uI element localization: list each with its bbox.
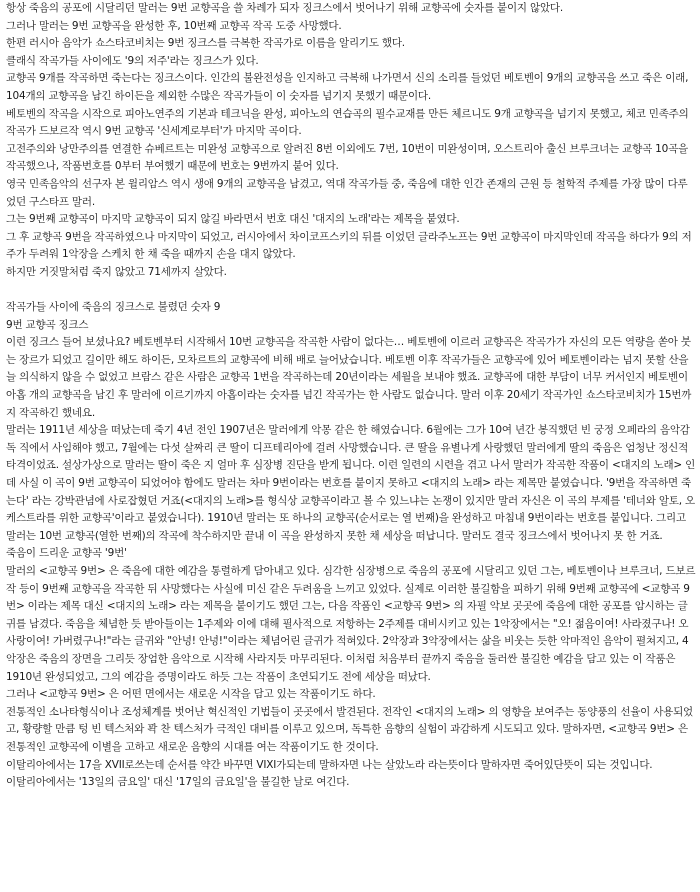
paragraph: 그는 9번째 교향곡이 마지막 교향곡이 되지 않길 바라면서 번호 대신 '대지의 노래'라는 제목을 붙였다.	[6, 213, 460, 226]
paragraph: 한편 러시아 음악가 쇼스타코비치는 9번 징크스를 극복한 작곡가로 이름을 알리기도 했다.	[6, 37, 405, 50]
section-subheading: 죽음이 드리운 교향곡 '9번'	[6, 547, 127, 560]
paragraph: 그 후 교향곡 9번을 작곡하였으나 마지막이 되었고, 러시아에서 차이코프스키의 뒤를 이었던 글라주노프는 9번 교향곡이 마지막인데 작곡을 하다가 9의 저주가 두려워 1악장을 스케치 한 채 죽을 때까지 손을 대지 않았다.	[6, 230, 692, 261]
paragraph: 전통적인 소나타형식이나 조성체계를 벗어난 혁신적인 기법들이 곳곳에서 발견된다. 전작인 <대지의 노래> 의 영향을 보여주는 동양풍의 선율이 사용되었고, 황량할 만큼 텅 빈 텍스처와 꽉 찬 텍스처가 극적인 대비를 이루고 있으며, 독특한 음향의 실험이 과감하게 시도되고 있다. 말하자면, <교향곡 9번> 은 전통적인 교향곡에 이별을 고하고 새로운 음향의 시대를 여는 작품이기도 한 것이다.	[6, 705, 693, 753]
blank-line	[6, 282, 696, 300]
paragraph: 영국 민족음악의 선구자 본 윌리암스 역시 생애 9개의 교향곡을 남겼고, 역대 작곡가들 중, 죽음에 대한 인간 존재의 근원 등 철학적 주제를 가장 많이 다루었던 구스타프 말러.	[6, 177, 688, 208]
paragraph: 말러의 <교향곡 9번> 은 죽음에 대한 예감을 통렬하게 담아내고 있다. 심각한 심장병으로 죽음의 공포에 시달리고 있던 그는, 베토벤이나 브루크너, 드보르작 등이 9번째 교향곡을 작곡한 뒤 사망했다는 사실에 미신 같은 두려움을 느끼고 있었다. 실제로 이러한 불길함을 피하기 위해 9번째 교향곡에 <교향곡 9번> 이라는 제목 대신 <대지의 노래> 라는 제목을 붙이기도 했던 그는, 다음 작품인 <교향곡 9번> 의 자필 악보 곳곳에 죽음에 대한 공포를 암시하는 글귀를 남겼다. 죽음을 체념한 듯 받아들이는 1주제와 이에 대해 필사적으로 저항하는 2주제를 대비시키고 있는 1악장에서는 "오! 젊음이여! 사라졌구나! 오 사랑이여! 가버렸구나!"라는 글귀와 "안녕! 안녕!"이라는 체념어린 글귀가 적혀있다. 2악장과 3악장에서는 삶을 비웃는 듯한 악마적인 음악이 펼쳐지고, 4악장은 죽음의 장면을 그리듯 장엄한 음악으로 시작해 사라지듯 마무리된다. 이처럼 처음부터 끝까지 죽음을 둘러싼 불길한 예감을 담고 있는 이 작품은 1910년 완성되었고, 그의 예감을 증명이라도 하듯 그는 작품이 초연되기도 전에 세상을 떠났다.	[6, 565, 696, 683]
paragraph: 이런 징크스 들어 보셨나요? 베토벤부터 시작해서 10번 교향곡을 작곡한 사람이 없다는… 베토벤에 이르러 교향곡은 작곡가가 자신의 모든 역량을 쏟아 붓는 장르가 되었고 길이만 해도 하이든, 모차르트의 교향곡에 비해 배로 늘어났습니다. 베토벤 이후 작곡가들은 교향곡에 있어 베토벤이라는 넘지 못할 산을 늘 의식하지 않을 수 없었고 브람스 같은 사람은 교향곡 1번을 작곡하는데 20년이라는 세월을 보내야 했죠. 교향곡에 대한 부담이 너무 커서인지 베토벤이 아홉 개의 교향곡을 남긴 후 말러에 이르기까지 아홉이라는 숫자를 넘긴 작곡가는 한 사람도 없습니다. 말러 이후 20세기 작곡가인 쇼스타코비치가 15번까지 작곡하긴 했네요.	[6, 336, 692, 419]
section-nine-curse-intro	[6, 0, 696, 282]
paragraph: 이탈리아에서는 17을 XVII로쓰는데 순서를 약간 바꾸면 VIXI가되는데 말하자면 나는 살았노라 라는뜻이다 말하자면 죽어있단뜻이 되는 것입니다.	[6, 758, 653, 771]
paragraph: 하지만 거짓말처럼 죽지 않았고 71세까지 살았다.	[6, 265, 227, 278]
paragraph: 말러는 1911년 세상을 떠났는데 죽기 4년 전인 1907년은 말러에게 악몽 같은 한 해였습니다. 6월에는 그가 10여 년간 봉직했던 빈 궁정 오페라의 음악감독 직에서 사임해야 했고, 7월에는 다섯 살짜리 큰 딸이 디프테리아에 걸려 사망했습니다. 큰 딸을 유별나게 사랑했던 말러에게 딸의 죽음은 엄청난 정신적 타격이었죠. 설상가상으로 말러는 딸이 죽은 지 얼마 후 심장병 진단을 받게 됩니다. 이런 일련의 시련을 겪고 나서 말러가 작곡한 작품이 <대지의 노래> 인데 사실 이 곡이 9번 교향곡이 되었어야 함에도 말러는 차마 9번이라는 번호를 붙이지 못하고 <대지의 노래> 라는 제목만 붙였습니다. '9번을 작곡하면 죽는다' 라는 강박관념에 사로잡혔던 거죠(<대지의 노래>를 형식상 교향곡이라고 볼 수 있느냐는 논쟁이 있지만 말러 자신은 이 곡의 부제를 '테너와 알토, 오케스트라를 위한 교향곡'이라고 붙였습니다). 1910년 말러는 또 하나의 교향곡(순서로는 열 번째)을 완성하고 마침내 9번이라는 번호를 붙입니다. 그리고 말러는 10번 교향곡(열한 번째)의 작곡에 착수하지만 끝내 이 곡을 완성하지 못한 채 세상을 떠납니다. 말러도 결국 징크스에서 벗어나지 못 한 거죠.	[6, 424, 696, 542]
paragraph: 클래식 작곡가들 사이에도 '9의 저주'라는 징크스가 있다.	[6, 54, 259, 67]
paragraph: 이탈리아에서는 '13일의 금요일' 대신 '17일의 금요일'을 불길한 날로 여긴다.	[6, 776, 350, 789]
paragraph: 그러나 말러는 9번 교향곡을 완성한 후, 10번째 교향곡 작곡 도중 사망했다.	[6, 19, 342, 32]
paragraph: 고전주의와 낭만주의를 연결한 슈베르트는 미완성 교향곡으로 알려진 8번 이외에도 7번, 10번이 미완성이며, 오스트리아 출신 브루크너는 교향곡 10곡을 작곡했으나, 작품번호를 0부터 부여했기 때문에 번호는 9번까지 붙어 있다.	[6, 142, 688, 173]
paragraph: 그러나 <교향곡 9번> 은 어떤 면에서는 새로운 시작을 담고 있는 작품이기도 하다.	[6, 688, 376, 701]
paragraph: 교향곡 9개를 작곡하면 죽는다는 징크스이다. 인간의 불완전성을 인지하고 극복해 나가면서 신의 소리를 들었던 베토벤이 9개의 교향곡을 쓰고 죽은 이래, 104개의 교향곡을 남긴 하이든을 제외한 수많은 작곡가들이 이 숫자를 넘기지 못했기 때문이다.	[6, 72, 689, 102]
paragraph: 항상 죽음의 공포에 시달리던 말러는 9번 교향곡을 쓸 차례가 되자 징크스에서 벗어나기 위해 교향곡에 숫자를 붙이지 않았다.	[6, 2, 563, 14]
section-symphony-nine-jinx	[6, 299, 696, 792]
paragraph: 베토벤의 작곡을 시작으로 피아노연주의 기본과 테크닉을 완성, 피아노의 연습곡의 필수교재를 만든 체르니도 9개 교향곡을 넘기지 못했고, 체코 민족주의 작곡가 드보르작 역시 9번 교향곡 '신세계로부터'가 마지막 곡이다.	[6, 107, 689, 138]
section-subheading: 9번 교향곡 징크스	[6, 318, 89, 331]
section-heading: 작곡가들 사이에 죽음의 징크스로 불렸던 숫자 9	[6, 301, 221, 314]
